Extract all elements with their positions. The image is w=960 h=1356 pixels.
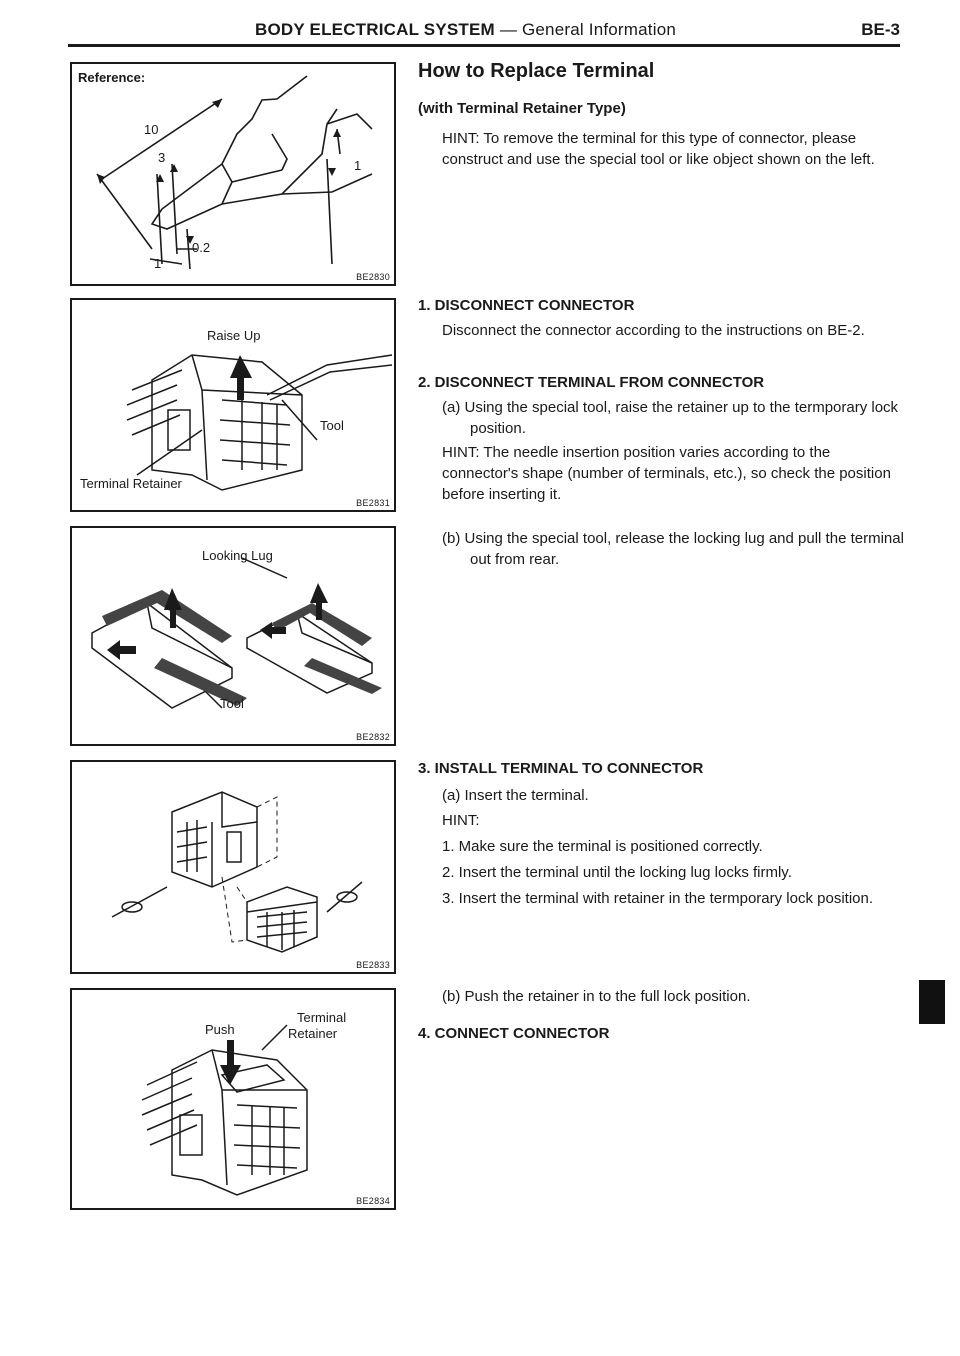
figure-push-retainer [70, 988, 396, 1210]
label-tool: Tool [220, 696, 244, 711]
dim-10: 10 [144, 122, 159, 137]
label-push: Push [205, 1022, 235, 1037]
figure-locking-lug [70, 526, 396, 746]
step-2-title: 2. DISCONNECT TERMINAL FROM CONNECTOR [418, 374, 765, 391]
dim-3: 3 [158, 150, 166, 165]
header-section: General Information [521, 20, 677, 39]
figure-code: BE2833 [356, 960, 390, 970]
figure-raise-retainer [70, 298, 396, 512]
step-3-hint-1: 1. Make sure the terminal is positioned correctly. [442, 838, 763, 855]
step-3-hint-3: 3. Insert the terminal with retainer in the termporary lock position. [442, 890, 874, 907]
tool-dimension-drawing [72, 64, 394, 284]
step-2-hint: HINT: The needle insertion position varies according to the connector's shape (number of terminals, etc.), so check the position before inserting it. [442, 444, 891, 503]
step-1-title: 1. DISCONNECT CONNECTOR [418, 297, 635, 314]
header-rule [68, 44, 900, 47]
label-raise-up: Raise Up [207, 328, 261, 343]
section-heading: How to Replace Terminal [418, 60, 655, 82]
step-3a-text: (a) Insert the terminal. [442, 787, 589, 804]
label-tool: Tool [320, 418, 344, 433]
insert-terminal-drawing [72, 762, 394, 972]
step-1-text: Disconnect the connector according to the instructions on BE-2. [442, 322, 865, 339]
step-3-hint-2: 2. Insert the terminal until the locking lug locks firmly. [442, 864, 792, 881]
header-title [255, 20, 676, 40]
step-3b-text: (b) Push the retainer in to the full lock position. [442, 988, 751, 1005]
dim-0-2: 0.2 [192, 240, 211, 255]
manual-section-title: BODY ELECTRICAL SYSTEM [255, 20, 495, 39]
figure-code: BE2834 [356, 1196, 390, 1206]
step-2a-text: (a) Using the special tool, raise the retainer up to the termporary lock position. [442, 399, 899, 437]
step-3-title: 3. INSTALL TERMINAL TO CONNECTOR [418, 760, 704, 777]
figure-code: BE2830 [356, 272, 390, 282]
figure-reference-tool [70, 62, 396, 286]
step-3-hint-label: HINT: [442, 812, 480, 829]
reference-label: Reference: [78, 70, 146, 85]
intro-hint: HINT: To remove the terminal for this type of connector, please construct and use the special tool or like object shown on the left. [442, 130, 875, 168]
section-thumb-tab [919, 980, 945, 1024]
figure-code: BE2831 [356, 498, 390, 508]
figure-code: BE2832 [356, 732, 390, 742]
label-terminal-retainer: Terminal Retainer [80, 476, 182, 491]
page-number: BE-3 [861, 20, 900, 39]
header-dash: — [494, 20, 522, 39]
step-4-title: 4. CONNECT CONNECTOR [418, 1025, 610, 1042]
label-locking-lug: Looking Lug [202, 548, 273, 563]
figure-insert-terminal [70, 760, 396, 974]
label-terminal: Terminal [297, 1010, 347, 1025]
dim-1-bottom: 1 [154, 256, 162, 271]
dim-1-right: 1 [354, 158, 362, 173]
label-retainer: Retainer [288, 1026, 338, 1041]
step-2b-text: (b) Using the special tool, release the locking lug and pull the terminal out from rear. [442, 530, 904, 568]
section-subheading: (with Terminal Retainer Type) [418, 100, 626, 117]
